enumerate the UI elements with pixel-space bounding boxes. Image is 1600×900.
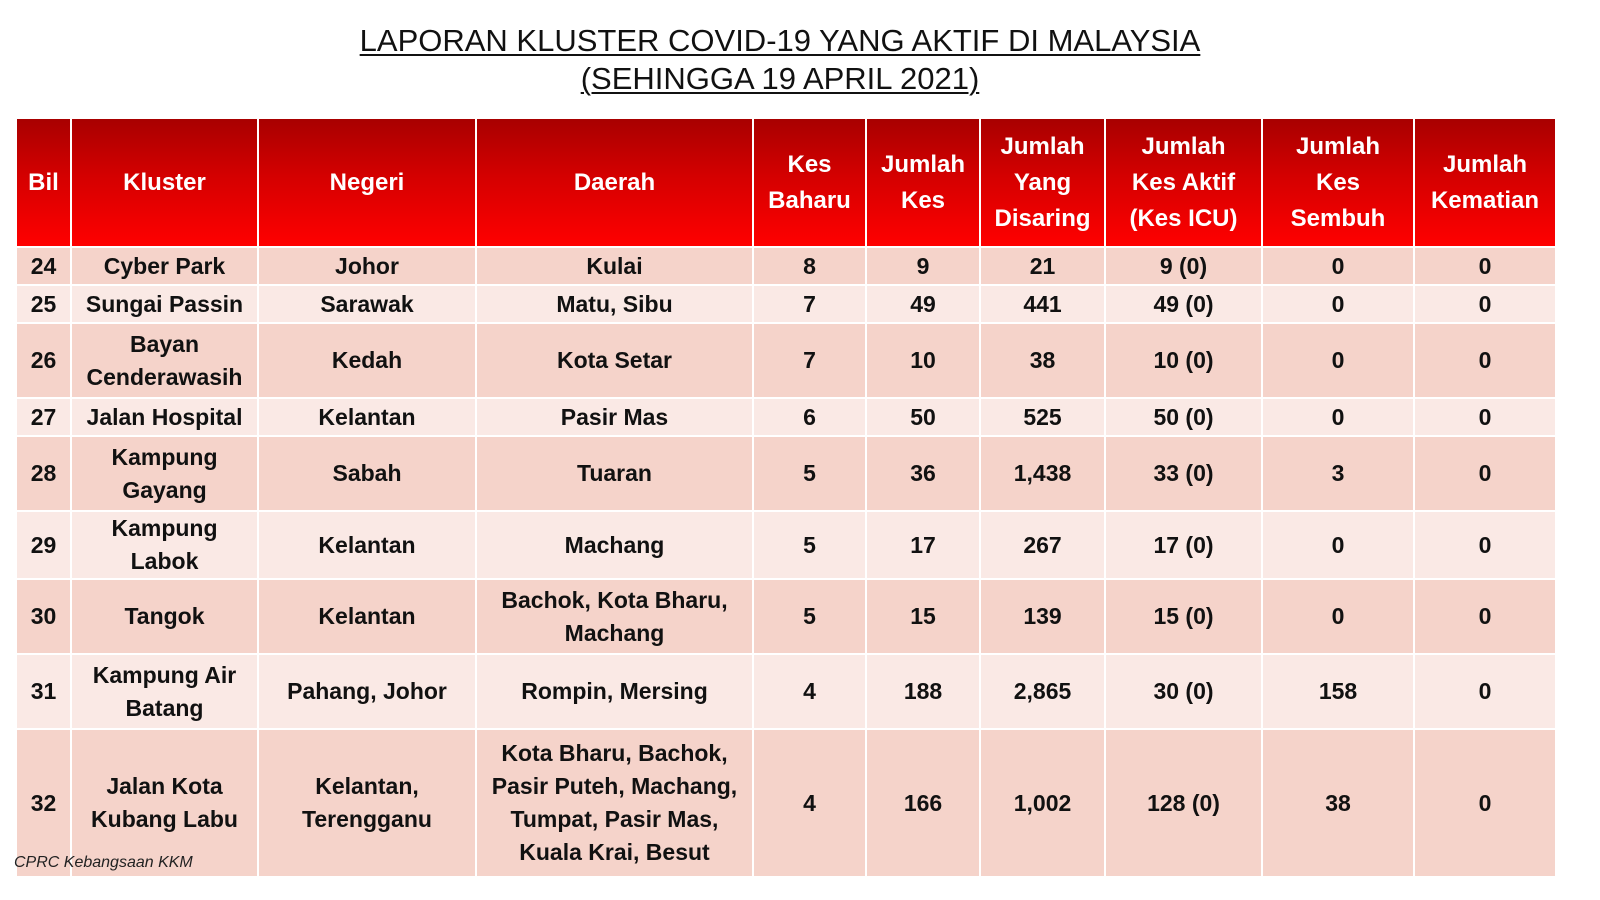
table-cell: Jalan Kota Kubang Labu <box>71 729 258 877</box>
column-header: Bil <box>16 118 71 247</box>
table-cell: 28 <box>16 436 71 511</box>
table-cell: Johor <box>258 247 476 285</box>
table-cell: 17 <box>866 511 980 579</box>
table-cell: Tuaran <box>476 436 753 511</box>
source-note: CPRC Kebangsaan KKM <box>14 854 193 871</box>
table-cell: 21 <box>980 247 1105 285</box>
table-cell: 0 <box>1414 436 1556 511</box>
table-cell: 0 <box>1414 579 1556 654</box>
table-cell: Cyber Park <box>71 247 258 285</box>
column-header: Jumlah Yang Disaring <box>980 118 1105 247</box>
table-cell: Sabah <box>258 436 476 511</box>
table-cell: 4 <box>753 654 866 729</box>
table-cell: Sungai Passin <box>71 285 258 323</box>
table-cell: 0 <box>1262 579 1414 654</box>
table-cell: 36 <box>866 436 980 511</box>
table-cell: Kampung Labok <box>71 511 258 579</box>
page-title <box>0 22 1560 98</box>
column-header: Jumlah Kes <box>866 118 980 247</box>
column-header: Kes Baharu <box>753 118 866 247</box>
table-cell: 0 <box>1414 729 1556 877</box>
table-cell: 0 <box>1262 323 1414 398</box>
table-cell: Kota Setar <box>476 323 753 398</box>
table-cell: 3 <box>1262 436 1414 511</box>
table-cell: Pahang, Johor <box>258 654 476 729</box>
table-cell: 10 <box>866 323 980 398</box>
table-cell: 267 <box>980 511 1105 579</box>
table-cell: Kedah <box>258 323 476 398</box>
table-cell: 38 <box>980 323 1105 398</box>
table-row <box>16 247 1556 285</box>
table-row <box>16 654 1556 729</box>
table-cell: 139 <box>980 579 1105 654</box>
table-cell: 27 <box>16 398 71 436</box>
table-cell: 50 (0) <box>1105 398 1262 436</box>
table-cell: 29 <box>16 511 71 579</box>
table-row <box>16 436 1556 511</box>
column-header: Daerah <box>476 118 753 247</box>
table-cell: 0 <box>1414 247 1556 285</box>
table-cell: 5 <box>753 579 866 654</box>
table-cell: 0 <box>1414 323 1556 398</box>
table-cell: 33 (0) <box>1105 436 1262 511</box>
table-cell: 128 (0) <box>1105 729 1262 877</box>
table-cell: Rompin, Mersing <box>476 654 753 729</box>
table-cell: Kulai <box>476 247 753 285</box>
table-cell: 25 <box>16 285 71 323</box>
table-cell: Kampung Gayang <box>71 436 258 511</box>
table-cell: 30 <box>16 579 71 654</box>
table-cell: Pasir Mas <box>476 398 753 436</box>
column-header: Kluster <box>71 118 258 247</box>
table-cell: 38 <box>1262 729 1414 877</box>
table-cell: 15 (0) <box>1105 579 1262 654</box>
table-body <box>16 247 1556 877</box>
table-row <box>16 323 1556 398</box>
table-cell: 6 <box>753 398 866 436</box>
table-cell: 9 <box>866 247 980 285</box>
table-cell: 0 <box>1262 398 1414 436</box>
table-cell: 7 <box>753 323 866 398</box>
table-cell: 2,865 <box>980 654 1105 729</box>
title-line-1: LAPORAN KLUSTER COVID-19 YANG AKTIF DI MALAYSIA <box>359 23 1201 58</box>
table-cell: 1,438 <box>980 436 1105 511</box>
table-cell: 0 <box>1414 285 1556 323</box>
table-cell: Kampung Air Batang <box>71 654 258 729</box>
table-cell: 1,002 <box>980 729 1105 877</box>
column-header: Jumlah Kematian <box>1414 118 1556 247</box>
table-cell: 9 (0) <box>1105 247 1262 285</box>
table-cell: 0 <box>1414 654 1556 729</box>
header-row <box>16 118 1556 247</box>
table-cell: 0 <box>1262 247 1414 285</box>
table-cell: 0 <box>1262 285 1414 323</box>
table-cell: 8 <box>753 247 866 285</box>
table-cell: 4 <box>753 729 866 877</box>
table-row <box>16 579 1556 654</box>
table-cell: Kota Bharu, Bachok, Pasir Puteh, Machang, Tumpat, Pasir Mas, Kuala Krai, Besut <box>476 729 753 877</box>
table-cell: 30 (0) <box>1105 654 1262 729</box>
table-cell: 10 (0) <box>1105 323 1262 398</box>
table-cell: 441 <box>980 285 1105 323</box>
title-line-2: (SEHINGGA 19 APRIL 2021) <box>580 61 980 96</box>
table-cell: Sarawak <box>258 285 476 323</box>
table-cell: 525 <box>980 398 1105 436</box>
table-cell: Tangok <box>71 579 258 654</box>
column-header: Negeri <box>258 118 476 247</box>
table-cell: 188 <box>866 654 980 729</box>
table-cell: 31 <box>16 654 71 729</box>
table-cell: Bayan Cenderawasih <box>71 323 258 398</box>
table-cell: 49 (0) <box>1105 285 1262 323</box>
table-cell: 0 <box>1414 511 1556 579</box>
table-cell: 0 <box>1262 511 1414 579</box>
table-row <box>16 398 1556 436</box>
table-row <box>16 729 1556 877</box>
column-header: Jumlah Kes Aktif (Kes ICU) <box>1105 118 1262 247</box>
table-cell: 166 <box>866 729 980 877</box>
table-row <box>16 285 1556 323</box>
table-cell: 32 <box>16 729 71 877</box>
table-cell: 5 <box>753 436 866 511</box>
table-cell: 17 (0) <box>1105 511 1262 579</box>
table-cell: 5 <box>753 511 866 579</box>
table-cell: Kelantan <box>258 398 476 436</box>
table-cell: 7 <box>753 285 866 323</box>
table-row <box>16 511 1556 579</box>
table-cell: 49 <box>866 285 980 323</box>
column-header: Jumlah Kes Sembuh <box>1262 118 1414 247</box>
table-cell: Kelantan <box>258 579 476 654</box>
table-cell: 15 <box>866 579 980 654</box>
table-cell: 158 <box>1262 654 1414 729</box>
table-cell: Jalan Hospital <box>71 398 258 436</box>
table-cell: Machang <box>476 511 753 579</box>
table-cell: Matu, Sibu <box>476 285 753 323</box>
table-cell: 26 <box>16 323 71 398</box>
table-cell: 24 <box>16 247 71 285</box>
cluster-table <box>15 117 1557 878</box>
table-cell: Kelantan <box>258 511 476 579</box>
table-cell: Kelantan, Terengganu <box>258 729 476 877</box>
table-cell: 50 <box>866 398 980 436</box>
table-cell: Bachok, Kota Bharu, Machang <box>476 579 753 654</box>
table-cell: 0 <box>1414 398 1556 436</box>
